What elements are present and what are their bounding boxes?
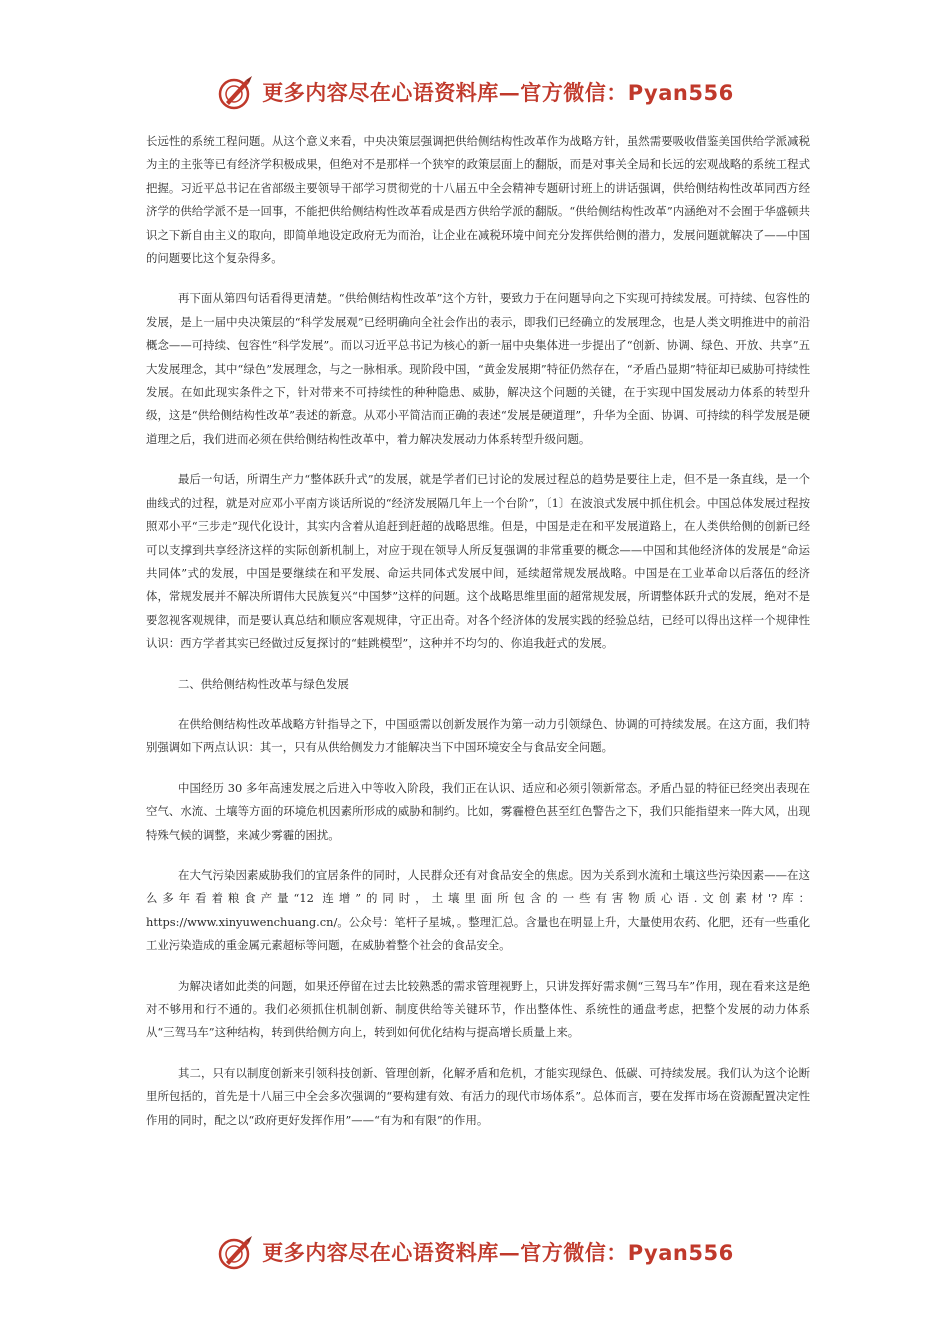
bottom-banner [0,1230,950,1274]
paragraph-5: 中国经历 30 多年高速发展之后进入中等收入阶段，我们正在认识、适应和必须引领新常态。矛盾凸显的特征已经突出表现在空气、水流、土壤等方面的环境危机因素所形成的威胁和制约。比如，雾霾橙色甚至红色警告之下，我们只能指望来一阵大风，出现特殊气候的调整，来减少雾霾的困扰。 [146,780,810,842]
paragraph-8: 其二，只有以制度创新来引领科技创新、管理创新，化解矛盾和危机，才能实现绿色、低碳、可持续发展。我们认为这个论断里所包括的，首先是十八届三中全会多次强调的“要构建有效、有活力的现代市场体系”。总体而言，要在发挥市场在资源配置决定性作用的同时，配之以“政府更好发挥作用”——“有为和有限”的作用。 [146,1065,810,1127]
paragraph-4: 在供给侧结构性改革战略方针指导之下，中国亟需以创新发展作为第一动力引领绿色、协调的可持续发展。在这方面，我们特别强调如下两点认识：其一，只有从供给侧发力才能解决当下中国环境安全与食品安全问题。 [146,716,810,755]
banner-logo-icon [216,72,256,112]
banner-wechat-id: Pyan556 [627,81,734,105]
banner-text [262,1237,733,1267]
banner-slogan: 更多内容尽在心语资料库—官方微信： [262,80,628,105]
section-heading: 二、供给侧结构性改革与绿色发展 [178,676,349,691]
paragraph-2: 再下面从第四句话看得更清楚。“供给侧结构性改革”这个方针，要致力于在问题导向之下实现可持续发展。可持续、包容性的发展，是上一届中央决策层的“科学发展观”已经明确向全社会作出的表示，即我们已经确立的发展理念，也是人类文明推进中的前沿概念——可持续、包容性“科学发展”。而以习近平总书记为核心的新一届中央集体进一步提出了“创新、协调、绿色、开放、共享”五大发展理念，其中“绿色”发展理念，与之一脉相承。现阶段中国，“黄金发展期”特征仍然存在，“矛盾凸显期”特征却已威胁可持续性发展。在如此现实条件之下，针对带来不可持续性的种种隐患、威胁，解决这个问题的关键，在于实现中国发展动力体系的转型升级，这是“供给侧结构性改革”表述的新意。从邓小平简洁而正确的表述“发展是硬道理”，升华为全面、协调、可持续的科学发展是硬道理之后，我们进而必须在供给侧结构性改革中，着力解决发展动力体系转型升级问题。 [146,291,810,446]
banner-inner [216,72,733,112]
paragraph-7: 为解决诸如此类的问题，如果还停留在过去比较熟悉的需求管理视野上，只讲发挥好需求侧“三驾马车”作用，现在看来这是绝对不够用和行不通的。我们必须抓住机制创新、制度供给等关键环节，作出整体性、系统性的通盘考虑，把整个发展的动力体系从“三驾马车”这种结构，转到供给侧方向上，转到如何优化结构与提高增长质量上来。 [146,978,810,1040]
banner-text [262,77,733,107]
banner-slogan: 更多内容尽在心语资料库—官方微信： [262,1240,628,1265]
banner-logo-icon [216,1232,256,1272]
paragraph-1: 长远性的系统工程问题。从这个意义来看，中央决策层强调把供给侧结构性改革作为战略方针，虽然需要吸收借鉴美国供给学派减税为主的主张等已有经济学积极成果，但绝对不是那样一个狭窄的政策层面上的翻版，而是对事关全局和长远的宏观战略的系统工程式把握。习近平总书记在省部级主要领导干部学习贯彻党的十八届五中全会精神专题研讨班上的讲话强调，供给侧结构性改革同西方经济学的供给学派不是一回事，不能把供给侧结构性改革看成是西方供给学派的翻版。“供给侧结构性改革”内涵绝对不会囿于华盛顿共识之下新自由主义的取向，即简单地设定政府无为而治，让企业在减税环境中间充分发挥供给侧的潜力，发展问题就解决了——中国的问题要比这个复杂得多。 [146,134,810,266]
top-banner [0,70,950,114]
paragraph-3: 最后一句话，所谓生产力“整体跃升式”的发展，就是学者们已讨论的发展过程总的趋势是要往上走，但不是一条直线，是一个曲线式的过程，就是对应邓小平南方谈话所说的“经济发展隔几年上一个台阶”，〔1〕在波浪式发展中抓住机会。中国总体发展过程按照邓小平“三步走”现代化设计，其实内含着从追赶到赶超的战略思维。但是，中国是走在和平发展道路上，在人类供给侧的创新已经可以支撑到共享经济这样的实际创新机制上，对应于现在领导人所反复强调的非常重要的概念——中国和其他经济体的发展是“命运共同体”式的发展，中国是要继续在和平发展、命运共同体式发展中间，延续超常规发展战略。中国是在工业革命以后落伍的经济体，常规发展并不解决所谓伟大民族复兴“中国梦”这样的问题。这个战略思维里面的超常规发展，所谓整体跃升式的发展，绝对不是要忽视客观规律，而是要认真总结和顺应客观规律，守正出奇。对各个经济体的发展实践的经验总结，已经可以得出这样一个规律性认识：西方学者其实已经做过反复探讨的“蛙跳模型”，这种并不均匀的、你追我赶式的发展。 [146,472,810,651]
banner-wechat-id: Pyan556 [627,1241,734,1265]
document-body [146,130,810,1149]
paragraph-6: 在大气污染因素威胁我们的宜居条件的同时，人民群众还有对食品安全的焦虑。因为关系到水流和土壤这些污染因素——在这么多年看着粮食产量“12 连增”的同时，土壤里面所包含的一些有害物质心语.文创素材'?库：https://www.xinyuwenchuang.cn/。公众号：笔杆子星城，。整理汇总。含量也在明显上升，大量使用农药、化肥，还有一些重化工业污染造成的重金属元素超标等问题，在威胁着整个社会的食品安全。 [146,867,811,953]
banner-inner [216,1232,733,1272]
